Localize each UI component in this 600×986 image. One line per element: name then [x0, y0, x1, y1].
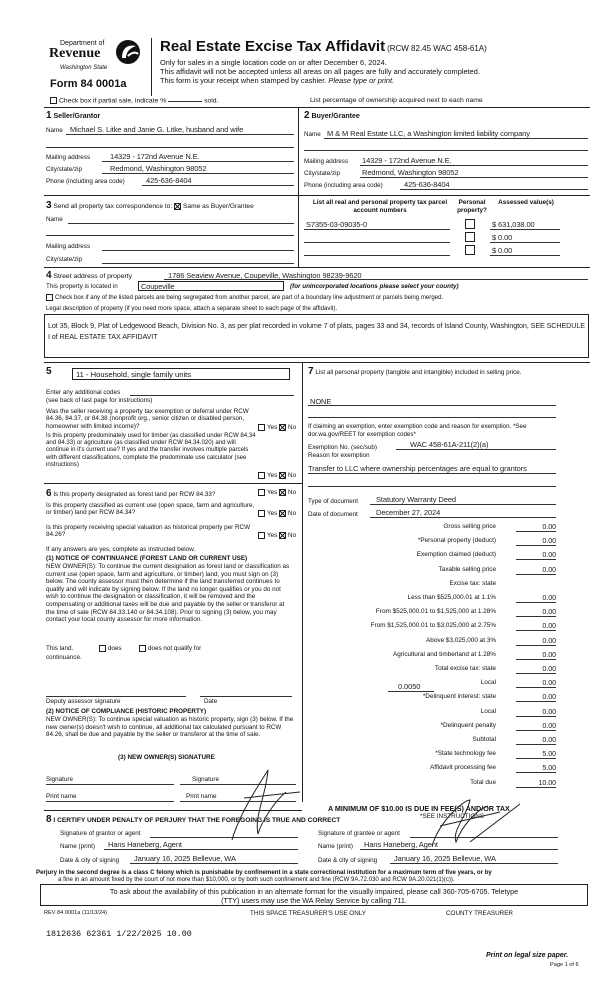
calc-row-value[interactable]: 5.00	[516, 763, 556, 773]
corr-city-label: City/state/zip	[46, 256, 83, 263]
deputy-sig-label: Deputy assessor signature	[46, 698, 121, 705]
seller-mailing-label: Mailing address	[46, 154, 91, 161]
ada-notice: To ask about the availability of this publication in an alternate format for the visually impaired, please call 360-705-6705. Teletype (TTY) users may use the WA Relay Service by calling 711.	[40, 884, 588, 906]
seller-mailing[interactable]: 14329 - 172nd Avenue N.E.	[110, 152, 200, 161]
personal-property-checkbox-1[interactable]	[465, 219, 475, 229]
this-land-row: This land. does does not qualify for	[46, 645, 202, 653]
doc-type-label: Type of document	[308, 498, 359, 505]
section7-label: 7 List all personal property (tangible and intangible) included in selling price.	[308, 366, 522, 377]
street-address-row: 4 Street address of property	[46, 270, 133, 281]
historic-title: (2) NOTICE OF COMPLIANCE (HISTORIC PROPERTY)	[46, 708, 207, 715]
calc-row-label: Less than $525,000.01 at 1.1%	[407, 594, 496, 601]
s6-q1-yes-checkbox[interactable]	[258, 489, 265, 496]
calc-row-value[interactable]: 0.00	[516, 650, 556, 660]
grantee-date[interactable]: January 16, 2025 Bellevue, WA	[394, 854, 496, 863]
personal-property-checkbox-3[interactable]	[465, 245, 475, 255]
historic-body: NEW OWNER(S): To continue special valuation as historic property, sign (3) below. If the new owner(s) doesn't wish to continue, all additional tax calculated pursuant to RCW 84.26, shall be due and payable by the seller or transferor at the time of sale.	[46, 716, 294, 739]
s6-q2-no-checkbox[interactable]	[279, 510, 286, 517]
s5-q2-no-checkbox[interactable]	[279, 472, 286, 479]
corr-mailing-label: Mailing address	[46, 243, 91, 250]
rev-number: REV 84 0001a (11/13/24)	[44, 910, 108, 916]
s6-q1-yesno: Yes No	[258, 489, 296, 496]
calc-row-value[interactable]: 10.00	[516, 778, 556, 788]
agency-line2: Revenue	[49, 46, 101, 61]
deputy-date-label: Date	[204, 698, 218, 705]
unincorporated-note: (for unincorporated locations please select your county)	[290, 283, 459, 290]
calc-row-label: *Personal property (deduct)	[417, 537, 496, 545]
grantee-date-label: Date & city of signing	[318, 857, 378, 864]
ownership-note: List percentage of ownership acquired next to each name	[310, 97, 483, 104]
calc-row-value[interactable]: 0.00	[516, 536, 556, 546]
doc-type[interactable]: Statutory Warranty Deed	[376, 495, 456, 504]
street-address[interactable]: 1786 Seaview Avenue, Coupeville, Washington 98239-9620	[168, 271, 362, 280]
assessed-value-2[interactable]: $ 0.00	[492, 233, 513, 242]
calc-row-value[interactable]: 0.00	[516, 692, 556, 702]
calc-row-label: Excise tax: state	[449, 579, 496, 587]
exemption-no-label: Exemption No. (sec/sub)	[308, 444, 377, 451]
calc-row-value[interactable]: 0.00	[516, 550, 556, 560]
calc-row-label: *State technology fee	[435, 750, 496, 758]
assessed-col-header: Assessed value(s)	[498, 199, 554, 206]
calc-row-value[interactable]: 0.00	[516, 707, 556, 717]
calc-row-value[interactable]: 0.00	[516, 735, 556, 745]
new-owner-sig-title: (3) NEW OWNER(S) SIGNATURE	[118, 754, 215, 761]
new-owner-print-label-2: Print name	[186, 793, 217, 800]
continuance-title: (1) NOTICE OF CONTINUANCE (FOREST LAND OR CURRENT USE)	[46, 555, 248, 562]
personal-col-header: Personal property?	[457, 199, 487, 214]
local-rate[interactable]: 0.0050	[398, 682, 421, 691]
form-number: Form 84 0001a	[50, 78, 127, 90]
does-not-checkbox[interactable]	[139, 645, 146, 652]
buyer-name[interactable]: M & M Real Estate LLC, a Washington limited liability company	[327, 129, 530, 138]
legal-description: Lot 35, Block 9, Plat of Ledgewood Beach, Division No. 3, as per plat recorded in volume 7 of plats, pages 33 and 34, records of Island County, Washington, SEE SCHEDULE I of REAL ESTATE TAX AFFIDAVIT	[48, 321, 585, 341]
s5-q1-yesno: Yes No	[258, 424, 296, 431]
calc-row-label: Total excise tax: state	[434, 665, 496, 672]
s6-q2-yes-checkbox[interactable]	[258, 510, 265, 517]
exemption-intro: If claiming an exemption, enter exemption code and reason for exemption. *See dor.wa.gov/REET for exemption codes*	[308, 423, 527, 438]
calc-row-value[interactable]: 0.00	[516, 636, 556, 646]
seller-phone-label: Phone (including area code)	[46, 178, 125, 185]
s6-q3-yes-checkbox[interactable]	[258, 532, 265, 539]
buyer-name-label: Name	[304, 131, 321, 138]
calc-row-label: Agricultural and timberland at 1.28%	[392, 650, 496, 658]
see-instructions: *SEE INSTRUCTIONS	[420, 813, 485, 820]
buyer-city[interactable]: Redmond, Washington 98052	[362, 168, 459, 177]
calc-row-value[interactable]: 0.00	[516, 607, 556, 617]
same-as-buyer-checkbox[interactable]	[174, 203, 181, 210]
exemption-no[interactable]: WAC 458-61A-211(2)(a)	[410, 440, 489, 449]
calc-row-label: Subtotal	[472, 736, 496, 743]
parcel-number-1[interactable]: S7355-03-09035-0	[306, 220, 367, 229]
s6-q1-no-checkbox[interactable]	[279, 489, 286, 496]
new-owner-signature-label: Signature	[46, 776, 73, 783]
grantor-date[interactable]: January 16, 2025 Bellevue, WA	[134, 854, 236, 863]
continuance-body: NEW OWNER(S): To continue the current designation as forest land or classification as current use (open space, farm and agriculture, or timber) land, you must sign on (3) below. The county assessor must then determine if the land transferred continues to qualify and will indicate by signing below. If the land no longer qualifies or you do not wish to continue the designation or classification, it will be removed and the compensating or additional taxes will be due and payable by the seller or transferor at the time of sale (RCW 84.33.140 or 84.34.108). Prior to signing (3) below, you may contact your local county assessor for more information.	[46, 563, 290, 624]
grantee-sig-label: Signature of grantee or agent	[318, 830, 400, 837]
reason-label: Reason for exemption	[308, 452, 370, 459]
legal-label: Legal description of property (if you need more space, attach a separate sheet to each page of the affidavit).	[46, 305, 338, 312]
seller-phone[interactable]: 425-636-8404	[146, 176, 192, 185]
legal-description-box[interactable]	[44, 314, 589, 358]
partial-sale-checkbox[interactable]	[50, 97, 57, 104]
calc-row-value[interactable]: 0.00	[516, 565, 556, 575]
additional-codes-label: Enter any additional codes	[46, 389, 121, 396]
buyer-section: 2 Buyer/Grantee	[304, 110, 360, 121]
see-back-note: (see back of last page for instructions)	[46, 397, 153, 404]
assessed-value-1[interactable]: $ 631,038.00	[492, 220, 535, 229]
calc-row-label: Affidavit processing fee	[430, 764, 496, 772]
calc-row-value[interactable]: 5.00	[516, 749, 556, 759]
s5-q2: Is this property predominately used for timber (as classified under RCW 84.34 and 84.33) or agriculture (as classified under RCW 84.34.020) and will continue in it's current use? If yes and the transfer involves multiple parcels with different classifications, complete the predominate use calculator (see instructions)	[46, 432, 256, 468]
personal-property-value[interactable]: NONE	[310, 397, 332, 406]
calc-row-label: Above $3,025,000 at 3%	[426, 636, 496, 644]
seller-city[interactable]: Redmond, Washington 98052	[110, 164, 207, 173]
s6-q1: 6 Is this property designated as forest land per RCW 84.33?	[46, 488, 216, 499]
buyer-phone-label: Phone (including area code)	[304, 182, 383, 189]
doc-date-label: Date of document	[308, 511, 358, 518]
treasurer-only: THIS SPACE TREASURER'S USE ONLY	[250, 910, 366, 917]
calc-row-label: *Delinquent interest: state	[422, 693, 496, 701]
exemption-reason[interactable]: Transfer to LLC where ownership percentages are equal to grantors	[308, 464, 527, 473]
certify-row: 8 I CERTIFY UNDER PENALTY OF PERJURY THAT THE FOREGOING IS TRUE AND CORRECT	[46, 814, 341, 825]
page-number: Page 1 of 6	[550, 962, 579, 968]
s5-q1-yes-checkbox[interactable]	[258, 424, 265, 431]
s5-q1: Was the seller receiving a property tax exemption or deferral under RCW 84.36, 84.37, or 84.38 (nonprofit org., senior citizen or disabled person, homeowner with limited income)?	[46, 408, 249, 430]
section5-number: 5	[46, 366, 52, 377]
corr-name-label: Name	[46, 216, 63, 223]
minimum-note: A MINIMUM OF $10.00 IS DUE IN FEE(S) AND/OR TAX	[328, 804, 510, 813]
land-use-code-select[interactable]: 11 - Household, single family units	[72, 368, 290, 380]
perjury-line2: a fine in an amount fixed by the court of not more than $10,000, or by both such confinement and fine (RCW 9A.72.030 and RCW 9A.20.021(1)(c)).	[58, 876, 455, 883]
calc-row-label: Gross selling price	[443, 523, 496, 530]
does-checkbox[interactable]	[99, 645, 106, 652]
segregated-checkbox[interactable]	[46, 294, 53, 301]
buyer-mailing[interactable]: 14329 - 172nd Avenue N.E.	[362, 156, 452, 165]
calc-row-value[interactable]: 0.00	[516, 664, 556, 674]
header-note2: This affidavit will not be accepted unless all areas on all pages are fully and accurately completed.	[160, 67, 480, 76]
calc-row-label: Exemption claimed (deduct)	[416, 551, 496, 559]
calc-row-value[interactable]: 0.00	[516, 593, 556, 603]
s5-q2-yes-checkbox[interactable]	[258, 472, 265, 479]
grantee-name-label: Name (print)	[318, 843, 353, 850]
s6-q3-yesno: Yes No	[258, 532, 296, 539]
legal-paper-note: Print on legal size paper.	[486, 952, 569, 959]
grantor-date-label: Date & city of signing	[60, 857, 120, 864]
doc-date[interactable]: December 27, 2024	[376, 508, 441, 517]
s6-q2: Is this property classified as current use (open space, farm and agriculture, or timber) land per RCW 84.34?	[46, 502, 255, 517]
dor-logo	[46, 38, 146, 94]
header-note1: Only for sales in a single location code on or after December 6, 2024.	[160, 58, 387, 67]
header-note3: This form is your receipt when stamped by cashier. Please type or print.	[160, 76, 395, 85]
county-treasurer: COUNTY TREASURER	[446, 910, 513, 917]
buyer-city-label: City/state/zip	[304, 170, 341, 177]
grantor-name[interactable]: Hans Haneberg, Agent	[108, 840, 182, 849]
seller-name-label: Name	[46, 127, 63, 134]
calc-row-label: Local	[480, 707, 496, 715]
agency-line1: Department of	[60, 40, 105, 47]
partial-sale-row: Check box if partial sale, indicate % sold.	[50, 97, 218, 104]
s6-q3-no-checkbox[interactable]	[279, 532, 286, 539]
personal-property-checkbox-2[interactable]	[465, 232, 475, 242]
s6-if-yes: If any answers are yes, complete as instructed below.	[46, 546, 196, 553]
agency-line3: Washington State	[60, 65, 108, 71]
new-owner-print-label: Print name	[46, 793, 77, 800]
segregated-row: Check box if any of the listed parcels are being segregated from another parcel, are part of a boundary line adjustment or parcels being merged.	[46, 294, 443, 301]
s6-q2-yesno: Yes No	[258, 510, 296, 517]
seller-name[interactable]: Michael S. Litke and Janie G. Litke, husband and wife	[70, 125, 244, 134]
calc-row-label: Total due	[470, 778, 496, 786]
seller-city-label: City/state/zip	[46, 166, 83, 173]
receipt-stamp: 1812636 62361 1/22/2025 10.00	[46, 929, 192, 939]
new-owner-signature-label-2: Signature	[192, 776, 219, 783]
calc-row-value[interactable]: 0.00	[516, 522, 556, 532]
calc-row-value[interactable]: 0.00	[516, 678, 556, 688]
grantee-name[interactable]: Hans Haneberg, Agent	[364, 840, 438, 849]
calc-row-value[interactable]: 0.00	[516, 721, 556, 731]
continuance-word: continuance.	[46, 654, 82, 661]
grantor-sig-label: Signature of grantor or agent	[60, 830, 141, 837]
calc-row-label: Local	[480, 679, 496, 687]
calc-row-label: *Delinquent penalty	[440, 721, 496, 729]
assessed-value-3[interactable]: $ 0.00	[492, 246, 513, 255]
calc-row-value[interactable]: 0.00	[516, 621, 556, 631]
correspondence-section: 3 Send all property tax correspondence to: Same as Buyer/Grantee	[46, 200, 254, 211]
seller-section: 1 Seller/Grantor	[46, 110, 101, 121]
grantor-name-label: Name (print)	[60, 843, 95, 850]
buyer-mailing-label: Mailing address	[304, 158, 349, 165]
calc-row-label: From $1,525,000.01 to $3,025,000 at 2.75%	[370, 622, 496, 630]
calc-row-label: From $525,000.01 to $1,525,000 at 1.28%	[375, 608, 496, 616]
form-title: Real Estate Excise Tax Affidavit (RCW 82.45 WAC 458-61A)	[160, 38, 487, 55]
perjury-line1: Perjury in the second degree is a class C felony which is punishable by confinement in a state correctional institution for a maximum term of five years, or by	[36, 869, 492, 876]
location-select[interactable]: Coupeville	[138, 281, 284, 291]
s5-q1-no-checkbox[interactable]	[279, 424, 286, 431]
location-label: This property is located in	[46, 283, 118, 290]
s6-q3: Is this property receiving special valuation as historical property per RCW 84.26?	[46, 524, 251, 539]
wa-logo-icon	[114, 38, 142, 66]
parcel-col-header: List all real and personal property tax parcel account numbers	[312, 199, 448, 214]
s5-q2-yesno: Yes No	[258, 472, 296, 479]
buyer-phone[interactable]: 425-636-8404	[404, 180, 450, 189]
calc-row-label: Taxable selling price	[438, 565, 496, 573]
